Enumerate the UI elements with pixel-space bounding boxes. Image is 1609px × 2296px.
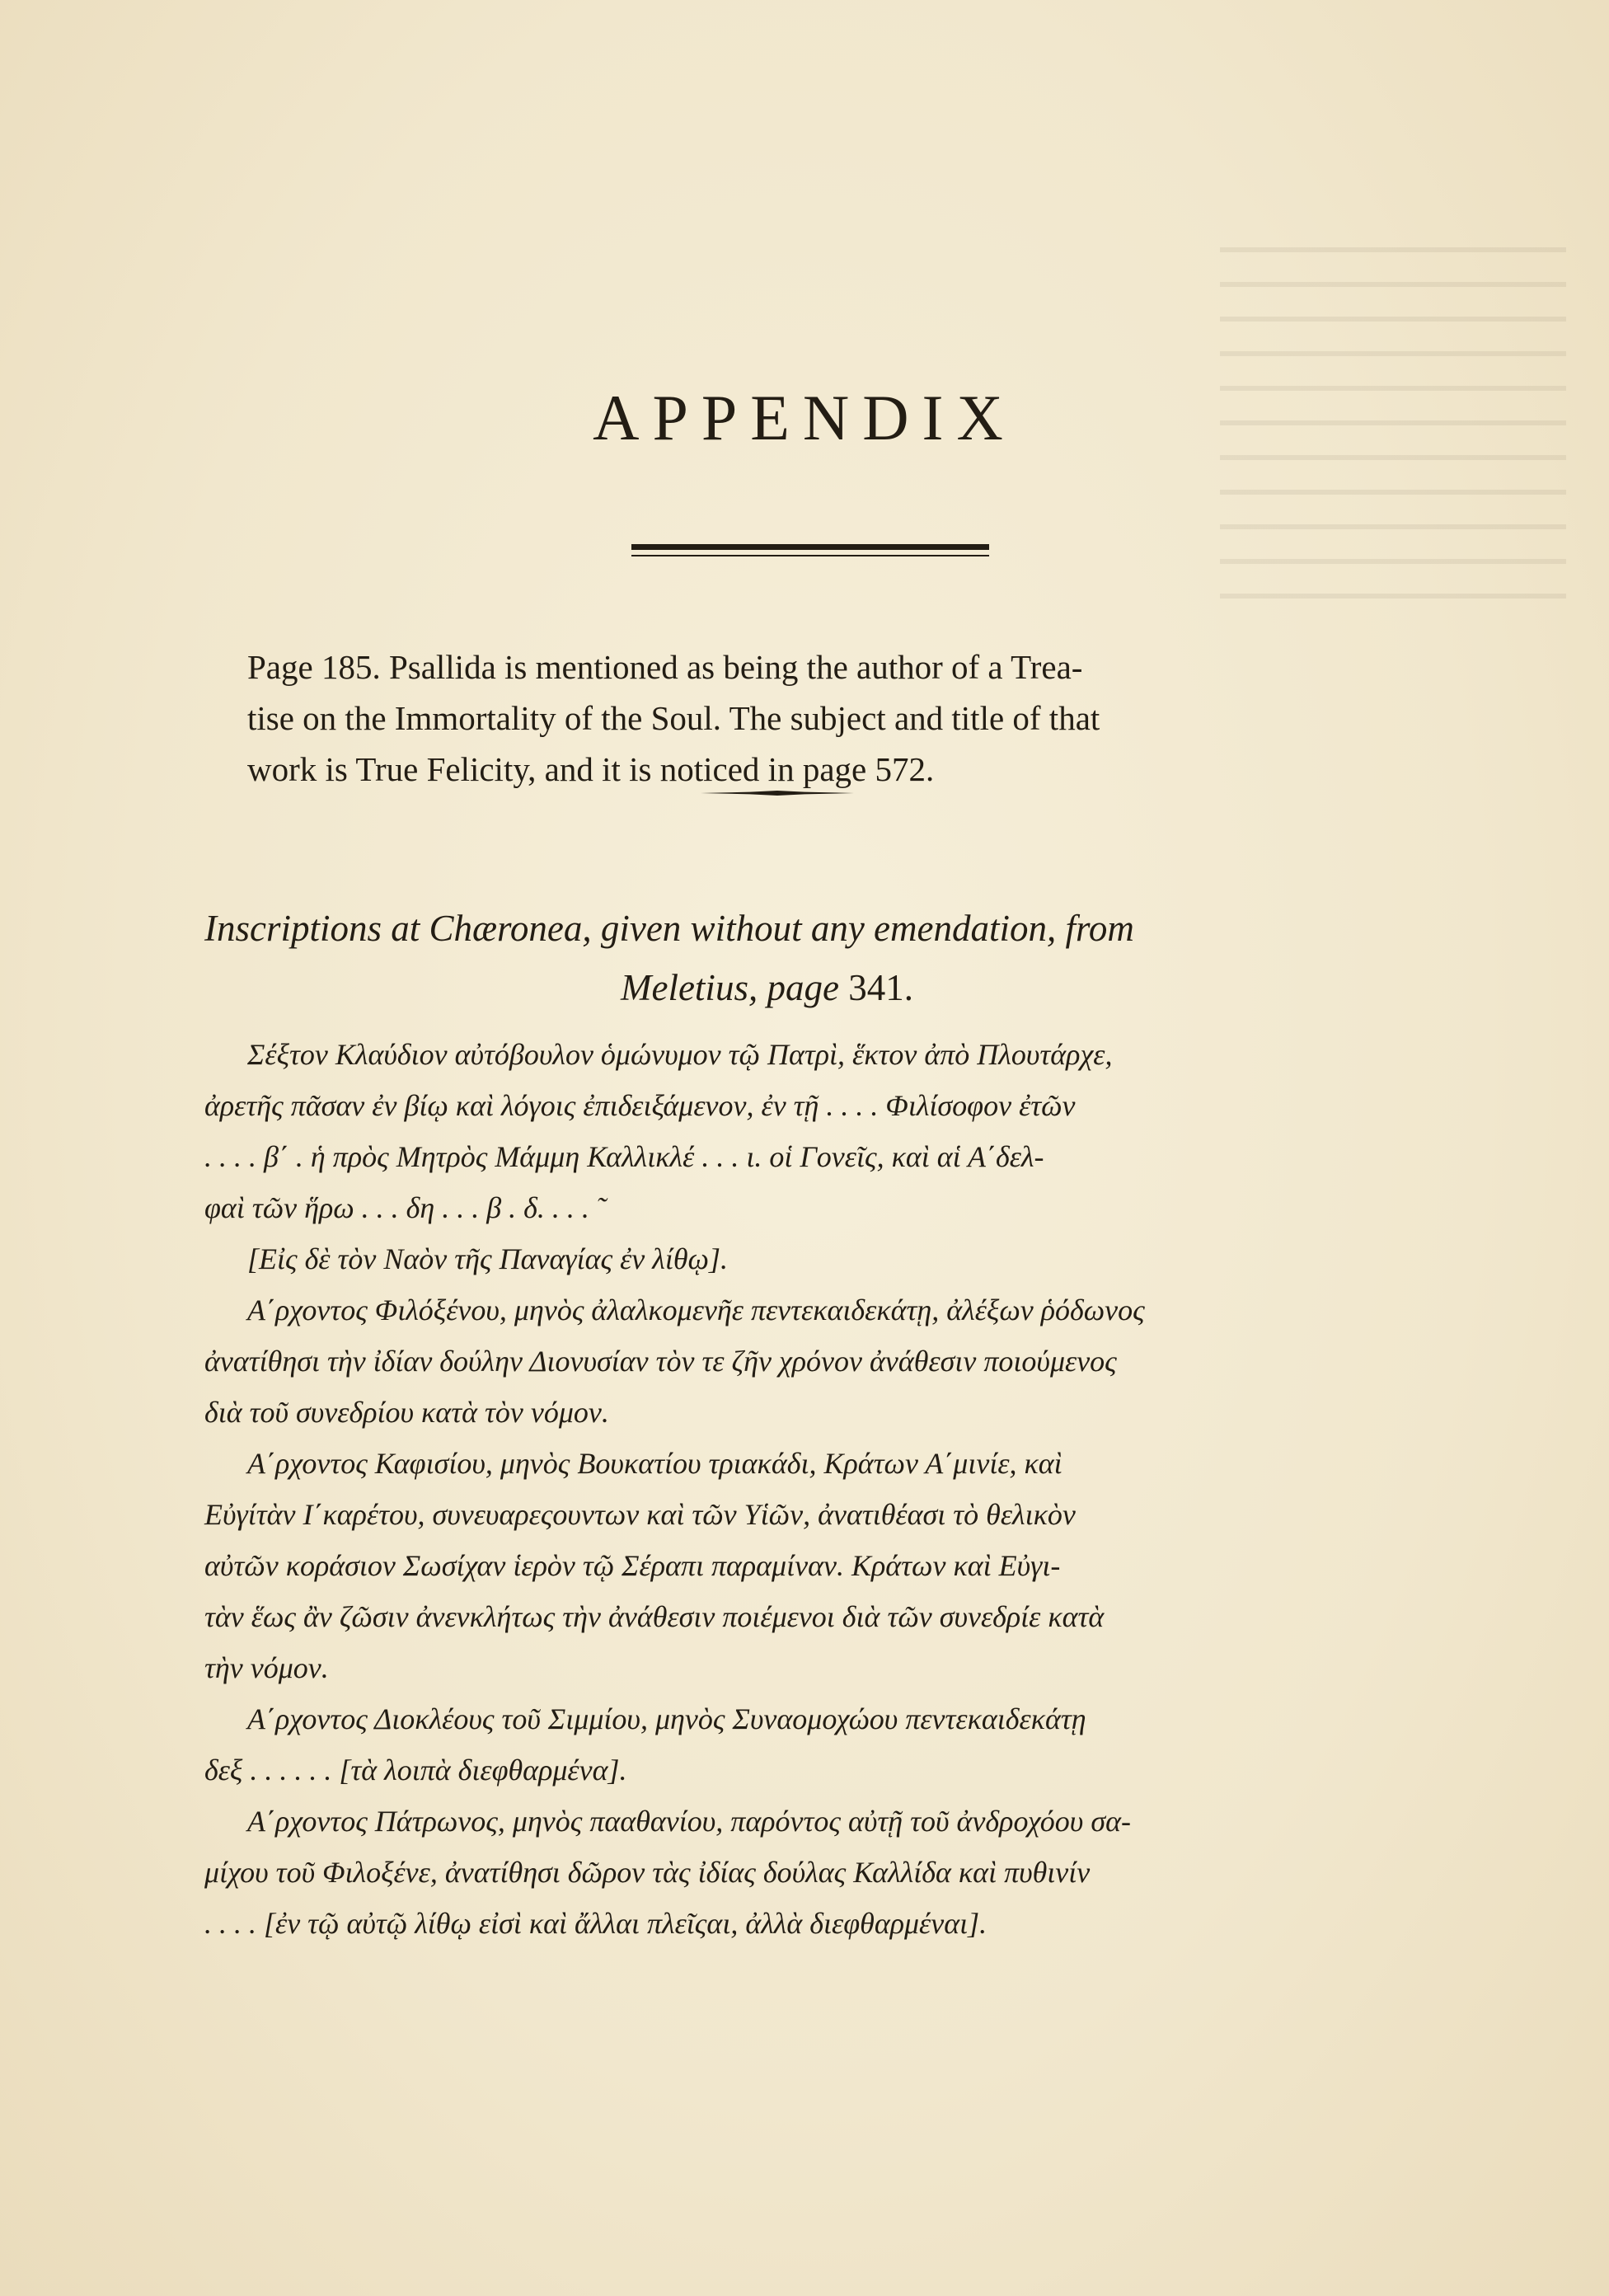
inscription-line: δεξ . . . . . . [τὰ λοιπὰ διεφθαρμένα]. <box>204 1754 627 1787</box>
paragraph-line-2: tise on the Immortality of the Soul. The subject and title of that <box>247 699 1100 737</box>
heading-line-2 <box>204 958 1405 1017</box>
inscription-line: Α΄ρχοντος Καφισίου, μηνὸς Βουκατίου τριακάδι, Κράτων Α΄μινίε, καὶ <box>247 1447 1063 1480</box>
appendix-title: APPENDIX <box>593 382 1016 453</box>
inscription-line: Α΄ρχοντος Φιλόξένου, μηνὸς ἀλαλκομενῆε πεντεκαιδεκάτῃ, ἀλέξων ῥόδωνος <box>247 1294 1145 1326</box>
title-rule-thick <box>631 544 989 550</box>
heading-line-1: Inscriptions at Chæronea, given without any emendation, from <box>204 908 1134 949</box>
inscription-line: ἀνατίθησι τὴν ἰδίαν δούλην Διονυσίαν τὸν τε ζῆν χρόνον ἀνάθεσιν ποιούμενος <box>204 1345 1117 1378</box>
psallida-paragraph <box>247 641 1389 795</box>
inscription-line: . . . . [ἐν τῷ αὐτῷ λίθῳ εἰσὶ καὶ ἄλλαι πλεῖςαι, ἀλλὰ διεφθαρμέναι]. <box>204 1907 987 1940</box>
heading-source: Meletius, page <box>621 967 839 1008</box>
inscription-line: φαὶ τῶν ἥρω . . . δη . . . β . δ. . . . ῀ <box>204 1191 607 1224</box>
title-rule-thin <box>631 555 989 556</box>
inscription-line: τὴν νόμον. <box>204 1651 329 1684</box>
inscription-line: [Εἰς δὲ τὸν Ναὸν τῆς Παναγίας ἐν λίθῳ]. <box>247 1242 728 1275</box>
paragraph-line-3: work is True Felicity, and it is noticed in page 572. <box>247 750 935 788</box>
inscription-line: Α΄ρχοντος Διοκλέους τοῦ Σιμμίου, μηνὸς Συναομοχώου πεντεκαιδεκάτῃ <box>247 1702 1086 1735</box>
inscription-line: Εὐγίτὰν Ι΄καρέτου, συνευαρεςουντων καὶ τῶν Υἱῶν, ἀνατιθέασι τὸ θελικὸν <box>204 1498 1076 1531</box>
inscription-line: Σέξτον Κλαύδιον αὐτόβουλον ὁμώνυμον τῷ Πατρὶ, ἕκτον ἀπὸ Πλουτάρχε, <box>247 1038 1113 1071</box>
inscription-line: τὰν ἕως ἂν ζῶσιν ἀνενκλήτως τὴν ἀνάθεσιν ποιέμενοι διὰ τῶν συνεδρίε κατὰ <box>204 1600 1105 1633</box>
inscription-line: διὰ τοῦ συνεδρίου κατὰ τὸν νόμον. <box>204 1396 609 1429</box>
inscription-line: μίχου τοῦ Φιλοξένε, ἀνατίθησι δῶρον τὰς ἰδίας δούλας Καλλίδα καὶ πυθινίν <box>204 1856 1091 1889</box>
paragraph-line-1: Page 185. Psallida is mentioned as being the author of a Trea- <box>247 648 1083 686</box>
inscription-line: Α΄ρχοντος Πάτρωνος, μηνὸς πααθανίου, παρόντος αὐτῇ τοῦ ἀνδροχόου σα- <box>247 1805 1131 1838</box>
inscription-line: αὐτῶν κοράσιον Σωσίχαν ἱερὸν τῷ Σέραπι παραμίναν. Κράτων καὶ Εὐγι- <box>204 1549 1061 1582</box>
inscriptions-heading <box>204 899 1405 1017</box>
inscription-line: ἀρετῆς πᾶσαν ἐν βίῳ καὶ λόγοις ἐπιδειξάμενον, ἐν τῇ . . . . Φιλίσοφον ἐτῶν <box>204 1089 1076 1122</box>
heading-page-number: 341. <box>848 967 913 1008</box>
greek-inscriptions <box>204 1029 1405 1949</box>
ornament-divider <box>701 789 854 797</box>
inscription-line: . . . . β΄ . ἡ πρὸς Μητρὸς Μάμμη Καλλικλέ . . . ι. οἱ Γονεῖς, καὶ αἱ Α΄δελ- <box>204 1140 1044 1173</box>
